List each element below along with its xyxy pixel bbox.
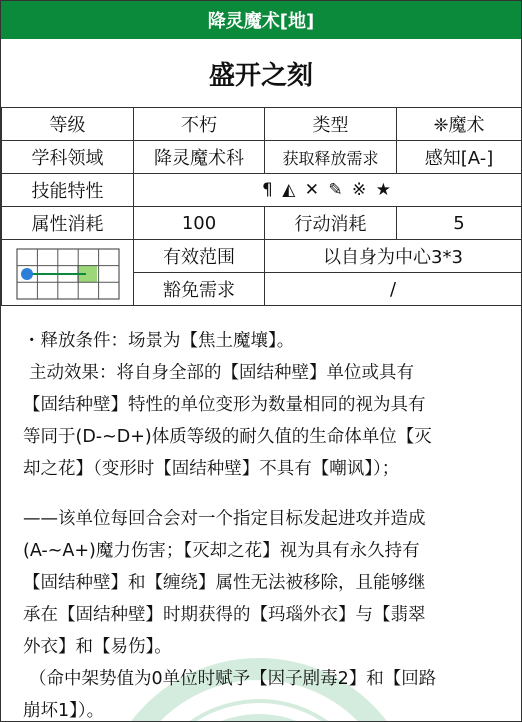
desc-line: 崩坏1】）。 [23,701,105,721]
save-value: / [265,273,522,306]
desc-line: (A-~A+)魔力伤害；【灭却之花】视为具有永久持有 [23,541,420,561]
desc-line: 承在【固结种壁】时期获得的【玛瑙外衣】与【翡翠 [23,605,426,625]
card-header [1,1,521,39]
description-area [1,319,521,721]
range-grid-icon [16,248,120,300]
type-value: ❈魔术 [397,108,522,141]
field-value: 降灵魔术科 [134,141,265,174]
desc-line: 等同于(D-~D+)体质等级的耐久值的生命体单位【灭 [23,427,432,447]
desc-line: （命中架势值为0单位时赋予【因子剧毒2】和【回路 [29,669,437,689]
level-label: 等级 [2,108,134,141]
traits-value: ¶ ◭ ✕ ✎ ※ ★ [134,174,522,207]
desc-line: 却之花】（变形时【固结种壁】不具有【嘲讽】）； [23,459,400,479]
field-label: 学科领域 [2,141,134,174]
range-grid-cell [2,240,134,306]
desc-line: ——该单位每回合会对一个指定目标发起进攻并造成 [23,509,426,529]
desc-line: ・释放条件：场景为【焦土魔壤】。 [23,331,295,351]
desc-line: 外衣】和【易伤】。 [23,637,172,657]
requirement-label: 获取释放需求 [265,141,397,174]
range-value: 以自身为中心3*3 [265,240,522,273]
stats-table [1,107,522,306]
range-label: 有效范围 [134,240,265,273]
action-cost-value: 5 [397,207,522,240]
attribute-cost-label: 属性消耗 [2,207,134,240]
card-title [1,39,521,108]
requirement-value: 感知[A-] [397,141,522,174]
description-text [23,325,503,722]
desc-line: 【固结种壁】特性的单位变形为数量相同的视为具有 [23,395,426,415]
desc-line: 主动效果：将自身全部的【固结种壁】单位或具有 [29,363,414,383]
action-cost-label: 行动消耗 [265,207,397,240]
save-label: 豁免需求 [134,273,265,306]
type-label: 类型 [265,108,397,141]
card-category: 降灵魔术[地] [207,11,315,32]
level-value: 不朽 [134,108,265,141]
desc-line: 【固结种壁】和【缠绕】属性无法被移除，且能够继 [23,573,426,593]
traits-label: 技能特性 [2,174,134,207]
attribute-cost-value: 100 [134,207,265,240]
card-name: 盛开之刻 [208,60,313,91]
